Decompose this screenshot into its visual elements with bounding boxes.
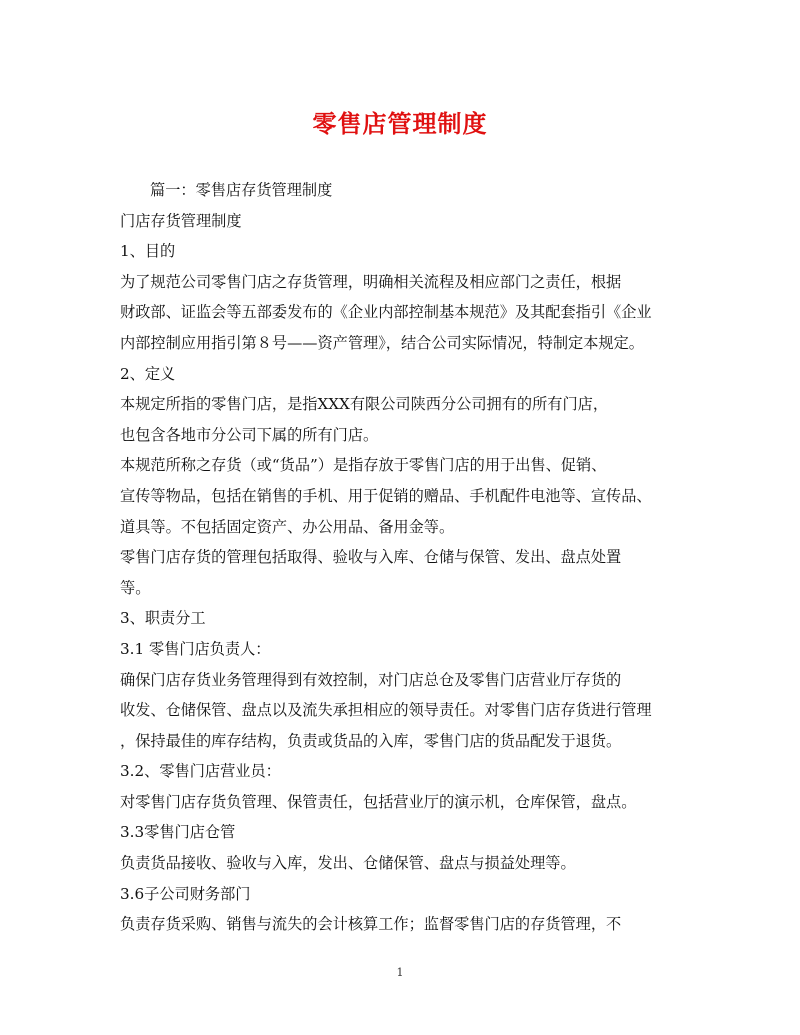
subsection-heading: 3.2、零售门店营业员： <box>120 762 281 781</box>
page-number: 1 <box>396 966 404 979</box>
section-heading: 1、目的 <box>120 242 176 261</box>
paragraph-line: 篇一：零售店存货管理制度 <box>150 181 333 199</box>
subsection-heading: 3.3零售门店仓管 <box>120 823 236 842</box>
paragraph-line: 本规范所称之存货（或“货品”）是指存放于零售门店的用于出售、促销、 <box>120 456 607 475</box>
paragraph-line: 本规定所指的零售门店，是指XXX有限公司陕西分公司拥有的所有门店， <box>120 395 609 414</box>
paragraph-line: 确保门店存货业务管理得到有效控制，对门店总仓及零售门店营业厅存货的 <box>120 670 622 689</box>
paragraph-line: 宣传等物品，包括在销售的手机、用于促销的赠品、手机配件电池等、宣传品、 <box>120 486 652 505</box>
section-heading: 2、定义 <box>120 364 176 383</box>
paragraph-line: ，保持最佳的库存结构，负责或货品的入库，零售门店的货品配发于退货。 <box>120 731 622 750</box>
paragraph-line: 为了规范公司零售门店之存货管理，明确相关流程及相应部门之责任，根据 <box>120 272 622 291</box>
paragraph-line: 门店存货管理制度 <box>120 211 242 230</box>
paragraph-line: 负责存货采购、销售与流失的会计核算工作；监督零售门店的存货管理，不 <box>120 915 622 934</box>
paragraph-line: 负责货品接收、验收与入库，发出、仓储保管、盘点与损益处理等。 <box>120 854 576 873</box>
paragraph-line: 收发、仓储保管、盘点以及流失承担相应的领导责任。对零售门店存货进行管理 <box>120 701 652 720</box>
paragraph-line: 财政部、证监会等五部委发布的《企业内部控制基本规范》及其配套指引《企业 <box>120 303 652 322</box>
paragraph-line: 内部控制应用指引第８号——资产管理》，结合公司实际情况，特制定本规定。 <box>120 333 644 352</box>
subsection-heading: 3.1 零售门店负责人： <box>120 639 271 658</box>
paragraph-line: 道具等。不包括固定资产、办公用品、备用金等。 <box>120 517 455 536</box>
paragraph-line: 零售门店存货的管理包括取得、验收与入库、仓储与保管、发出、盘点处置 <box>120 548 622 567</box>
document-body <box>120 175 680 940</box>
section-heading: 3、职责分工 <box>120 609 206 628</box>
paragraph-line: 对零售门店存货负管理、保管责任，包括营业厅的演示机，仓库保管，盘点。 <box>120 792 637 811</box>
paragraph-line: 等。 <box>120 578 151 597</box>
subsection-heading: 3.6子公司财务部门 <box>120 884 251 903</box>
paragraph-line: 也包含各地市分公司下属的所有门店。 <box>120 425 379 444</box>
document-title: 零售店管理制度 <box>312 110 488 138</box>
